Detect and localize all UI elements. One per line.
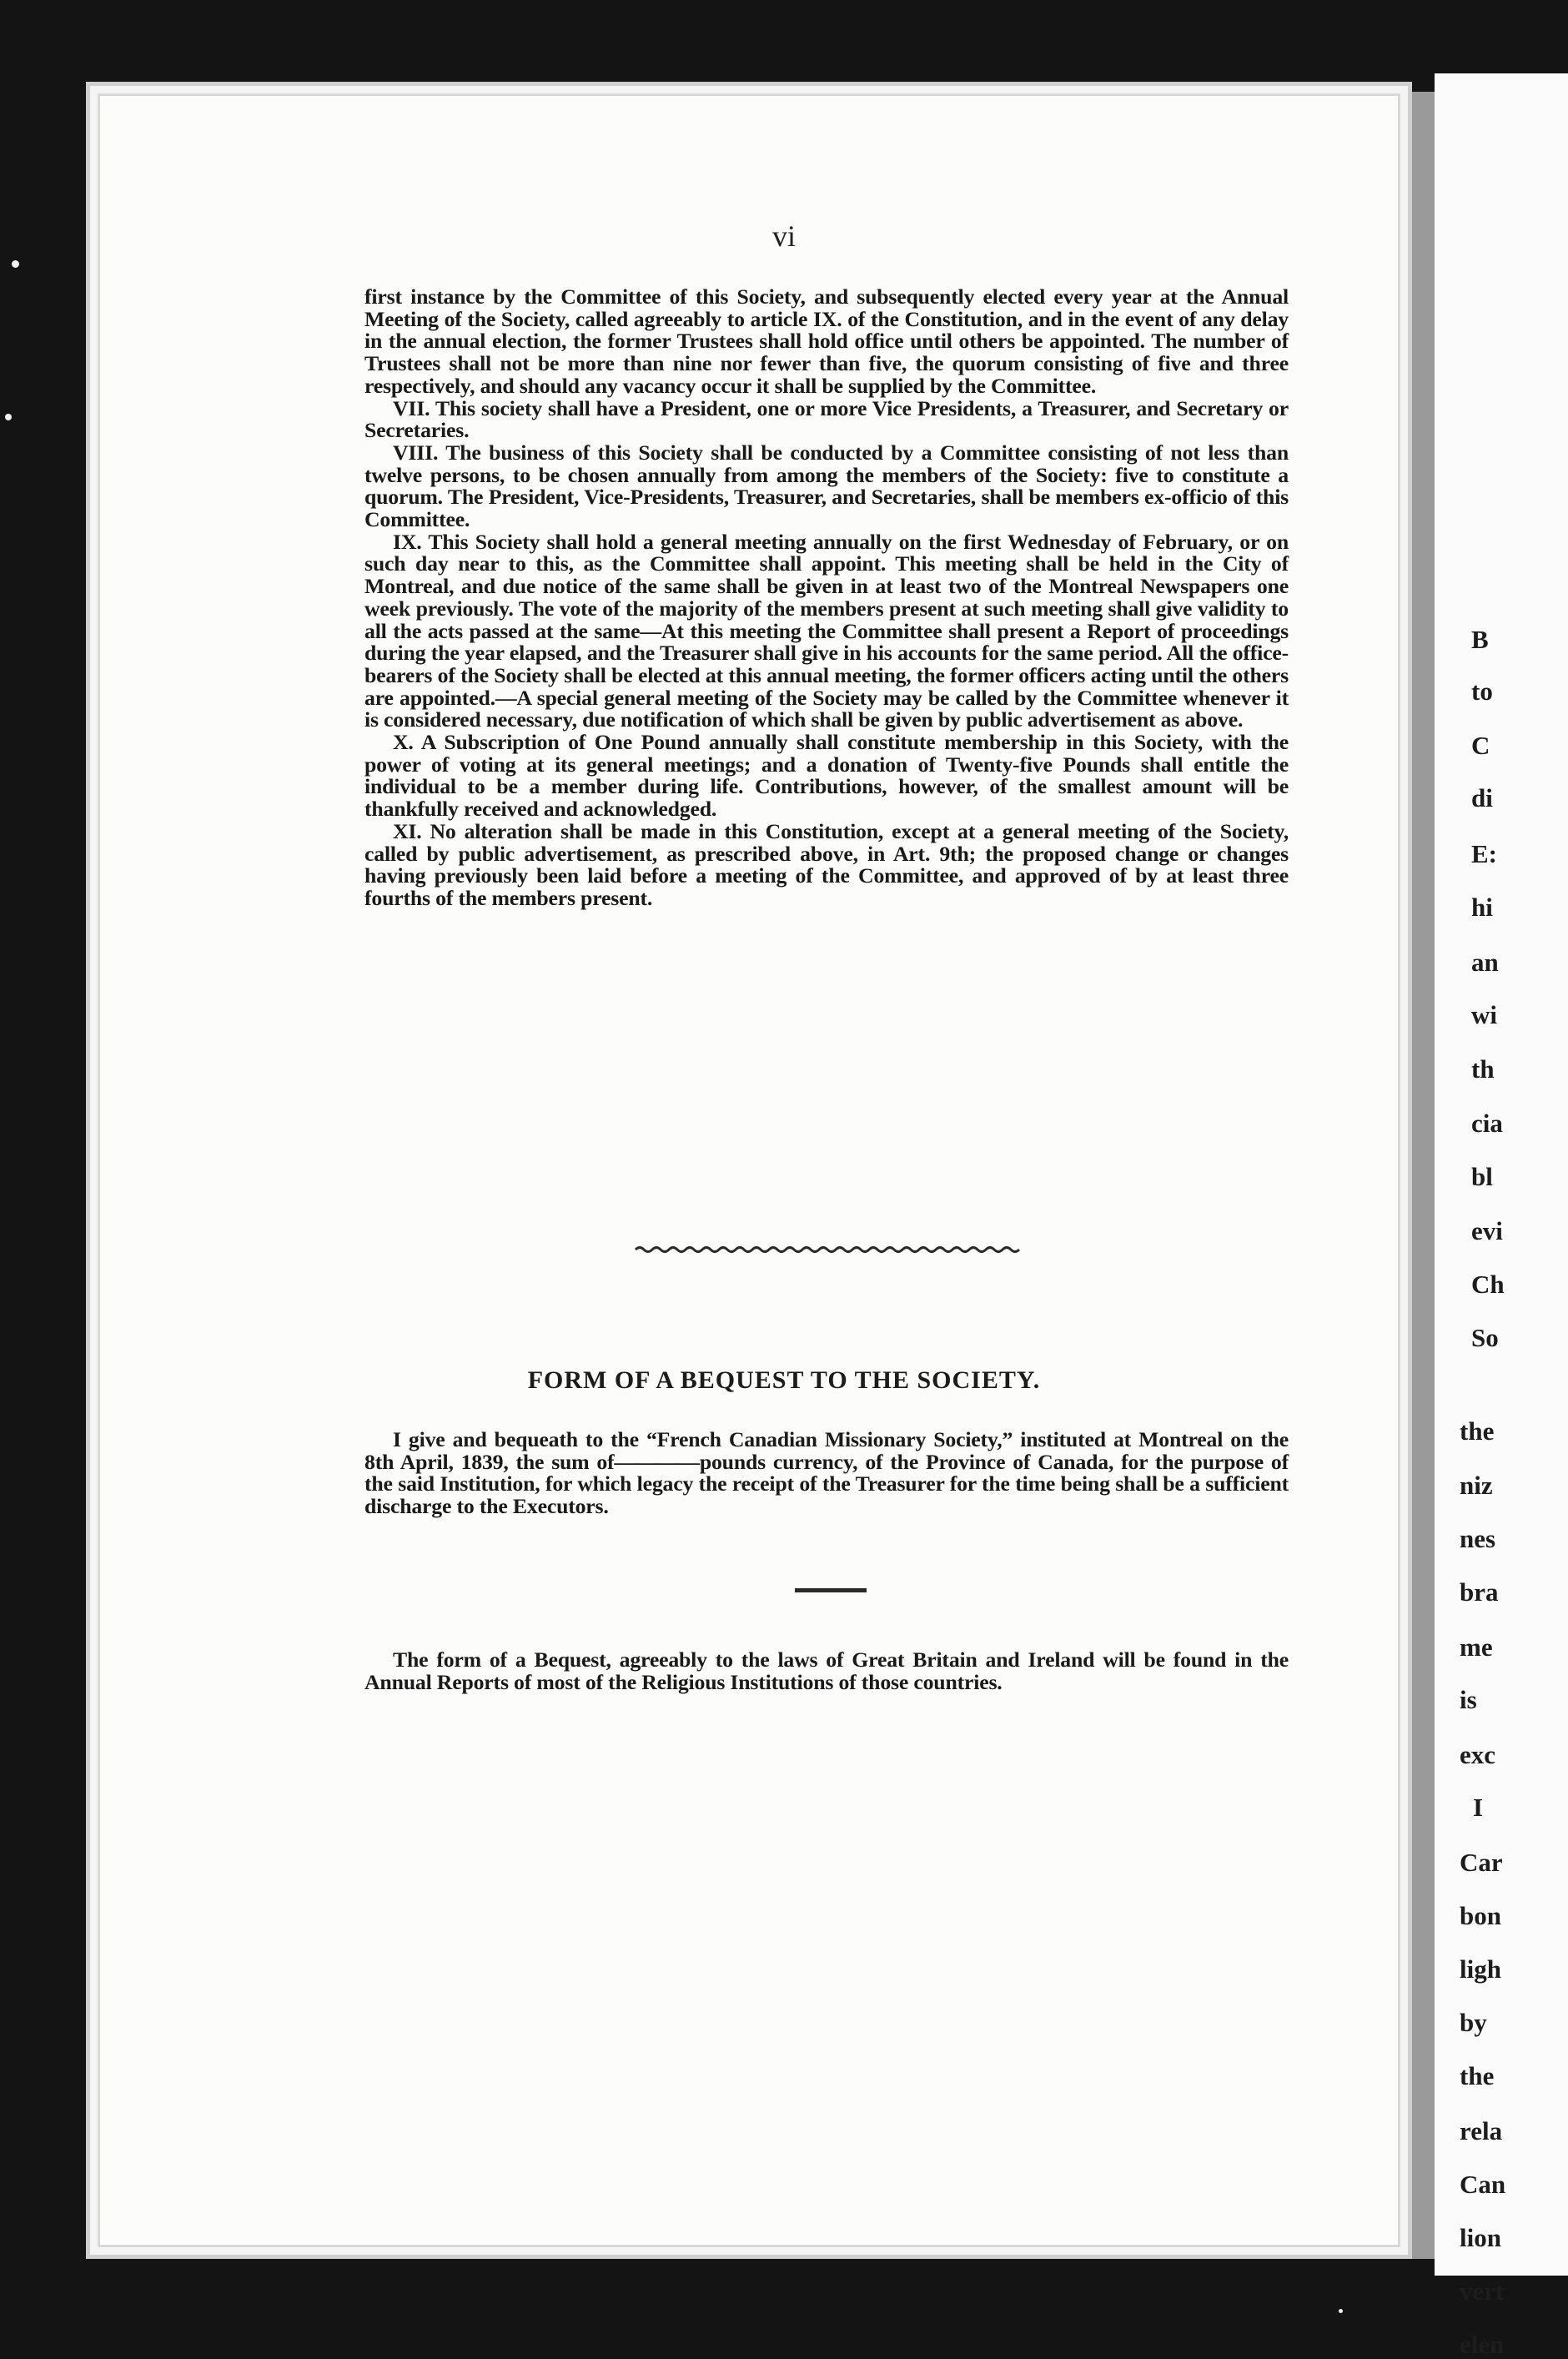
facing-page-fragment: is: [1460, 1685, 1477, 1714]
facing-page-fragment: Car: [1460, 1848, 1503, 1877]
facing-page-fragment: evi: [1471, 1216, 1503, 1245]
facing-page-fragment: me: [1460, 1632, 1493, 1662]
facing-page-fragment: vert: [1460, 2276, 1505, 2306]
facing-page-fragment: E:: [1471, 839, 1497, 868]
facing-page-fragment: an: [1471, 948, 1499, 977]
bequest-note: [364, 1649, 1289, 1693]
dust-speck: [12, 260, 19, 268]
facing-page-fragment: to: [1471, 677, 1493, 706]
facing-page-fragment: bra: [1460, 1577, 1499, 1607]
facing-page-fragment: di: [1471, 783, 1493, 812]
short-divider: [795, 1588, 867, 1592]
bequest-note-paragraph: The form of a Bequest, agreeably to the laws of Great Britain and Ireland will be found in the Annual Reports of most of the Religious Institutions of those countries.: [364, 1647, 1289, 1694]
article-paragraph: first instance by the Committee of this Society, and subsequently elected every year at the Annual Meeting of the Society, called agreeably to article IX. of the Constitution, and in the event of any delay in the annual election, the former Trustees shall hold office until others be appointed. The number of Trustees shall not be more than nine nor fewer than five, the quorum consisting of five and three respectively, and should any vacancy occur it shall be supplied by the Committee.: [364, 284, 1289, 398]
facing-page-fragment: lion: [1460, 2223, 1501, 2252]
facing-page-fragment: I: [1473, 1793, 1484, 1822]
dust-speck: [5, 414, 12, 420]
facing-page-fragment: C: [1471, 731, 1490, 760]
facing-page-fragment: hi: [1471, 893, 1493, 922]
facing-page-fragment: wi: [1471, 1000, 1497, 1029]
article-paragraph: XI. No alteration shall be made in this Constitution, except at a general meeting of the Society, called by public advertisement, as prescribed above, in Art. 9th; the proposed change or changes having previously been laid before a meeting of the Committee, and approved of by at least three fourths of the members present.: [364, 818, 1289, 910]
article-paragraph: VII. This society shall have a President, one or more Vice Presidents, a Treasurer, and Secretary or Secretaries.: [364, 395, 1289, 443]
facing-page-fragment: by: [1460, 2008, 1487, 2037]
facing-page-fragment: cia: [1471, 1109, 1503, 1138]
facing-page-fragment: B: [1471, 625, 1489, 654]
bequest-heading: FORM OF A BEQUEST TO THE SOCIETY.: [527, 1366, 1041, 1394]
article-paragraph: VIII. The business of this Society shall be conducted by a Committee consisting of not less than twelve persons, to be chosen annually from among the members of the Society: five to constitute a quorum. The President, Vice-Presidents, Treasurer, and Secretaries, shall be members ex-officio of this Committee.: [364, 440, 1289, 532]
facing-page-fragment: Ch: [1471, 1270, 1505, 1299]
constitution-articles: [364, 286, 1289, 910]
facing-page-edge: [1435, 73, 1568, 2359]
facing-page-fragment: ligh: [1460, 1954, 1501, 1984]
facing-page-fragment: bon: [1460, 1901, 1501, 1930]
facing-page-fragment: bl: [1471, 1162, 1493, 1191]
facing-page-fragment: Can: [1460, 2170, 1506, 2199]
article-paragraph: X. A Subscription of One Pound annually shall constitute membership in this Society, with the power of voting at its general meetings; and a donation of Twenty-five Pounds shall entitle the individual to be a member during life. Contributions, however, of the smallest amount will be thankfully received and acknowledged.: [364, 730, 1289, 822]
facing-page-fragment: So: [1471, 1323, 1499, 1352]
facing-page-fragment: exc: [1460, 1740, 1496, 1769]
bequest-paragraph: I give and bequeath to the “French Canadian Missionary Society,” instituted at Montreal on the 8th April, 1839, the sum of————pounds currency, of the Province of Canada, for the purpose of the said Institution, for which legacy the receipt of the Treasurer for the time being shall be a sufficient discharge to the Executors.: [364, 1427, 1289, 1519]
dust-speck: [1339, 2309, 1343, 2313]
article-paragraph: IX. This Society shall hold a general meeting annually on the first Wednesday of February, or on such day near to this, as the Committee shall appoint. This meeting shall be held in the City of Montreal, and due notice of the same shall be given in at least two of the Montreal Newspapers one week previously. The vote of the majority of the members present at such meeting shall give validity to all the acts passed at the same—At this meeting the Committee shall present a Report of proceedings during the year elapsed, and the Treasurer shall give in his accounts for the same period. All the office-bearers of the Society shall be elected at this annual meeting, the former officers acting until the others are appointed.—A special general meeting of the Society may be called by the Committee whenever it is considered necessary, due notification of which shall be given by public advertisement as above.: [364, 529, 1289, 732]
facing-page-fragment: the: [1460, 1416, 1495, 1446]
facing-page-fragment: the: [1460, 2061, 1495, 2090]
facing-page-fragment: nes: [1460, 1524, 1496, 1553]
facing-page-fragment: elen: [1460, 2330, 1505, 2359]
wavy-divider: [636, 1244, 1019, 1255]
facing-page-fragment: niz: [1460, 1471, 1493, 1500]
page-number: vi: [771, 219, 796, 253]
book-gutter: [1412, 92, 1435, 2259]
facing-page-fragment: rela: [1460, 2116, 1503, 2145]
bequest-form: [364, 1429, 1289, 1518]
facing-page-fragment: th: [1471, 1054, 1495, 1084]
